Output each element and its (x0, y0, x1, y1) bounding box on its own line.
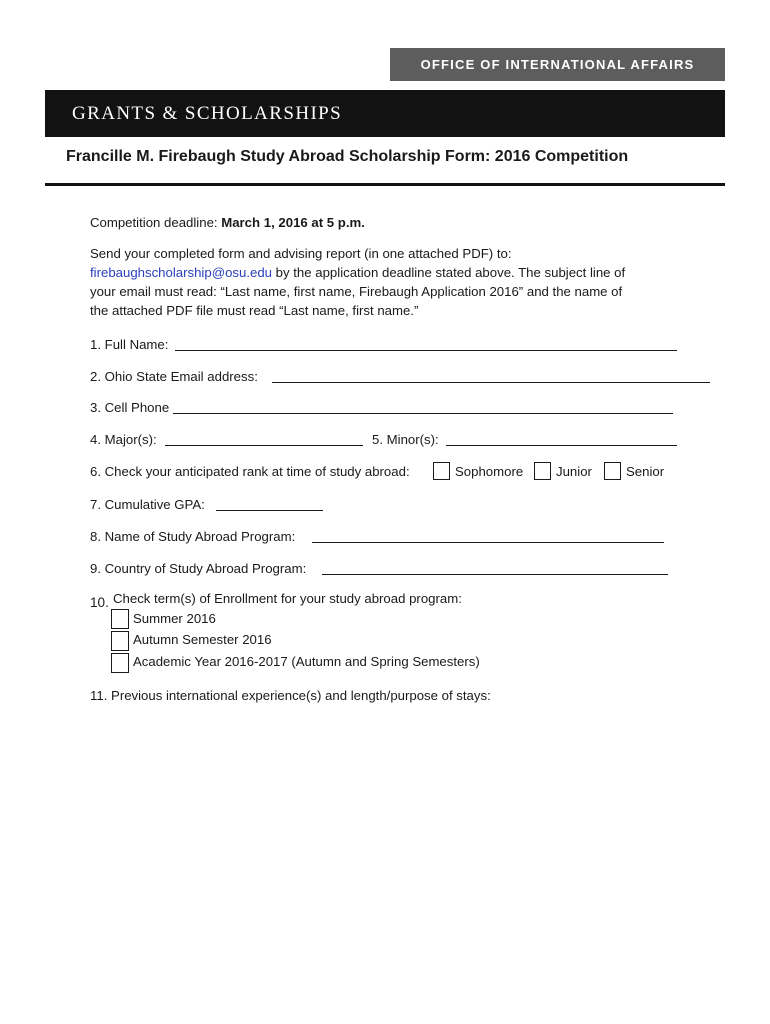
deadline-label: Competition deadline: (90, 215, 222, 230)
checkbox-academic-year[interactable] (111, 653, 129, 673)
term-label: Check term(s) of Enrollment for your study abroad program: (113, 591, 462, 606)
send-line-4: the attached PDF file must read “Last name, first name.” (90, 303, 419, 318)
country-label: 9. Country of Study Abroad Program: (90, 561, 307, 576)
deadline-value: March 1, 2016 at 5 p.m. (221, 215, 365, 230)
program-label: 8. Name of Study Abroad Program: (90, 529, 296, 544)
checkbox-senior[interactable] (604, 462, 621, 480)
grants-banner: GRANTS & SCHOLARSHIPS (45, 90, 725, 137)
minor-label: 5. Minor(s): (372, 432, 439, 447)
checkbox-autumn-2016[interactable] (111, 631, 129, 651)
form-title: Francille M. Firebaugh Study Abroad Scholarship Form: 2016 Competition (66, 148, 629, 165)
term-option-autumn: Autumn Semester 2016 (133, 632, 272, 647)
email-field[interactable] (272, 381, 710, 383)
cell-phone-field[interactable] (173, 412, 673, 414)
term-option-summer: Summer 2016 (133, 611, 216, 626)
title-rule (45, 183, 725, 186)
office-header: OFFICE OF INTERNATIONAL AFFAIRS (390, 48, 725, 81)
country-field[interactable] (322, 573, 668, 575)
checkbox-junior[interactable] (534, 462, 551, 480)
checkbox-summer-2016[interactable] (111, 609, 129, 629)
email-link[interactable]: firebaughscholarship@osu.edu (90, 265, 273, 280)
rank-option-senior: Senior (626, 464, 665, 479)
deadline-line (90, 213, 365, 232)
send-line-2 (90, 263, 625, 282)
send-line-3: your email must read: “Last name, first name, Firebaugh Application 2016” and the name of (90, 284, 623, 299)
major-field[interactable] (165, 444, 363, 446)
gpa-field[interactable] (216, 509, 323, 511)
gpa-label: 7. Cumulative GPA: (90, 497, 205, 512)
full-name-label: 1. Full Name: (90, 337, 169, 352)
send-line-1: Send your completed form and advising report (in one attached PDF) to: (90, 246, 512, 261)
program-field[interactable] (312, 541, 664, 543)
term-option-academic-year: Academic Year 2016-2017 (Autumn and Spring Semesters) (133, 654, 480, 669)
major-label: 4. Major(s): (90, 432, 157, 447)
rank-option-junior: Junior (556, 464, 592, 479)
checkbox-sophomore[interactable] (433, 462, 450, 480)
rank-option-sophomore: Sophomore (455, 464, 524, 479)
minor-field[interactable] (446, 444, 677, 446)
full-name-field[interactable] (175, 349, 677, 351)
experience-label: 11. Previous international experience(s) and length/purpose of stays: (90, 688, 491, 703)
cell-phone-label: 3. Cell Phone (90, 400, 170, 415)
email-label: 2. Ohio State Email address: (90, 369, 258, 384)
send-line-2-rest: by the application deadline stated above. The subject line of (272, 265, 626, 280)
term-number: 10. (90, 595, 109, 610)
rank-label: 6. Check your anticipated rank at time of study abroad: (90, 464, 410, 479)
